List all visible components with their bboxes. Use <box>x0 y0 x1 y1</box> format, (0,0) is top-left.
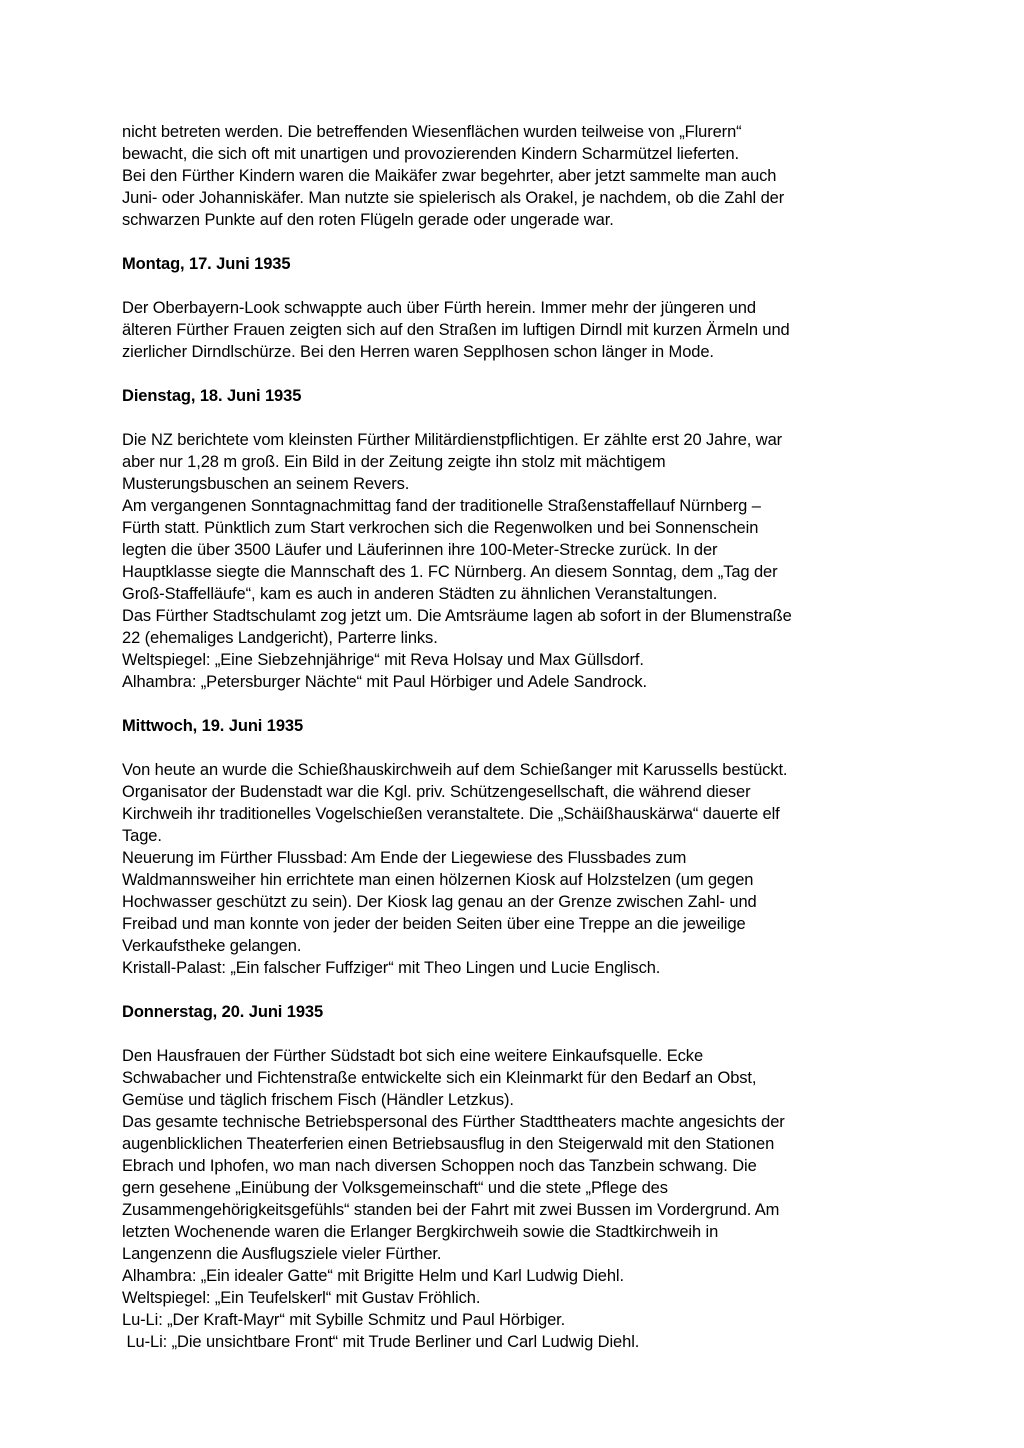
paragraph-block <box>122 297 922 363</box>
text-line: Die NZ berichtete vom kleinsten Fürther Militärdienstpflichtigen. Er zählte erst 20 Jahre, war <box>122 431 783 449</box>
text-line: schwarzen Punkte auf den roten Flügeln gerade oder ungerade war. <box>122 211 614 229</box>
date-heading: Donnerstag, 20. Juni 1935 <box>122 1003 324 1021</box>
text-line: Verkaufstheke gelangen. <box>122 937 302 955</box>
heading-block <box>122 385 922 407</box>
text-line: Alhambra: „Ein idealer Gatte“ mit Brigitte Helm und Karl Ludwig Diehl. <box>122 1267 624 1285</box>
text-line: legten die über 3500 Läufer und Läuferinnen ihre 100-Meter-Strecke zurück. In der <box>122 541 718 559</box>
heading-block <box>122 1001 922 1023</box>
text-line: letzten Wochenende waren die Erlanger Bergkirchweih sowie die Stadtkirchweih in <box>122 1223 719 1241</box>
text-line: Gemüse und täglich frischem Fisch (Händler Letzkus). <box>122 1091 514 1109</box>
text-line: zierlicher Dirndlschürze. Bei den Herren waren Sepplhosen schon länger in Mode. <box>122 343 714 361</box>
text-line: Den Hausfrauen der Fürther Südstadt bot sich eine weitere Einkaufsquelle. Ecke <box>122 1047 704 1065</box>
paragraph-block <box>122 1045 922 1353</box>
text-line: Alhambra: „Petersburger Nächte“ mit Paul Hörbiger und Adele Sandrock. <box>122 673 648 691</box>
text-line: gern gesehene „Einübung der Volksgemeinschaft“ und die stete „Pflege des <box>122 1179 668 1197</box>
text-line: Zusammengehörigkeitsgefühls“ standen bei der Fahrt mit zwei Bussen im Vordergrund. Am <box>122 1201 780 1219</box>
text-line: nicht betreten werden. Die betreffenden Wiesenflächen wurden teilweise von „Flurern“ <box>122 123 742 141</box>
date-heading: Dienstag, 18. Juni 1935 <box>122 387 302 405</box>
text-line: Tage. <box>122 827 162 845</box>
text-line: älteren Fürther Frauen zeigten sich auf den Straßen im luftigen Dirndl mit kurzen Ärmeln und <box>122 321 790 339</box>
text-line: Langenzenn die Ausflugsziele vieler Fürther. <box>122 1245 442 1263</box>
text-line: bewacht, die sich oft mit unartigen und provozierenden Kindern Scharmützel lieferten. <box>122 145 740 163</box>
text-line: Von heute an wurde die Schießhauskirchweih auf dem Schießanger mit Karussells bestückt. <box>122 761 788 779</box>
text-line: Ebrach und Iphofen, wo man nach diversen Schoppen noch das Tanzbein schwang. Die <box>122 1157 757 1175</box>
document-content <box>122 121 922 1353</box>
text-line: Das Fürther Stadtschulamt zog jetzt um. Die Amtsräume lagen ab sofort in der Blumenstraße <box>122 607 792 625</box>
text-line: Kirchweih ihr traditionelles Vogelschießen veranstaltete. Die „Schäißhauskärwa“ dauerte elf <box>122 805 780 823</box>
text-line: Der Oberbayern-Look schwappte auch über Fürth herein. Immer mehr der jüngeren und <box>122 299 756 317</box>
text-line: Groß-Staffelläufe“, kam es auch in anderen Städten zu ähnlichen Veranstaltungen. <box>122 585 718 603</box>
text-line: Hauptklasse siegte die Mannschaft des 1. FC Nürnberg. An diesem Sonntag, dem „Tag der <box>122 563 778 581</box>
date-heading: Mittwoch, 19. Juni 1935 <box>122 717 304 735</box>
text-line: Juni- oder Johanniskäfer. Man nutzte sie spielerisch als Orakel, je nachdem, ob die Zahl der <box>122 189 785 207</box>
text-line: Fürth statt. Pünktlich zum Start verkrochen sich die Regenwolken und bei Sonnenschein <box>122 519 759 537</box>
text-line: Weltspiegel: „Ein Teufelskerl“ mit Gustav Fröhlich. <box>122 1289 481 1307</box>
text-line: augenblicklichen Theaterferien einen Betriebsausflug in den Steigerwald mit den Stationen <box>122 1135 775 1153</box>
text-line: Neuerung im Fürther Flussbad: Am Ende der Liegewiese des Flussbades zum <box>122 849 687 867</box>
paragraph-block <box>122 429 922 693</box>
text-line: Weltspiegel: „Eine Siebzehnjährige“ mit Reva Holsay und Max Güllsdorf. <box>122 651 644 669</box>
text-line: Lu-Li: „Die unsichtbare Front“ mit Trude Berliner und Carl Ludwig Diehl. <box>122 1333 640 1351</box>
heading-block <box>122 253 922 275</box>
text-line: Bei den Fürther Kindern waren die Maikäfer zwar begehrter, aber jetzt sammelte man auch <box>122 167 777 185</box>
date-heading: Montag, 17. Juni 1935 <box>122 255 291 273</box>
paragraph-block <box>122 759 922 979</box>
text-line: 22 (ehemaliges Landgericht), Parterre links. <box>122 629 438 647</box>
heading-block <box>122 715 922 737</box>
text-line: Organisator der Budenstadt war die Kgl. priv. Schützengesellschaft, die während dieser <box>122 783 751 801</box>
text-line: Hochwasser geschützt zu sein). Der Kiosk lag genau an der Grenze zwischen Zahl- und <box>122 893 757 911</box>
text-line: aber nur 1,28 m groß. Ein Bild in der Zeitung zeigte ihn stolz mit mächtigem <box>122 453 666 471</box>
text-line: Kristall-Palast: „Ein falscher Fuffziger“ mit Theo Lingen und Lucie Englisch. <box>122 959 661 977</box>
text-line: Das gesamte technische Betriebspersonal des Fürther Stadttheaters machte angesichts der <box>122 1113 785 1131</box>
text-line: Lu-Li: „Der Kraft-Mayr“ mit Sybille Schmitz und Paul Hörbiger. <box>122 1311 566 1329</box>
text-line: Am vergangenen Sonntagnachmittag fand der traditionelle Straßenstaffellauf Nürnberg – <box>122 497 761 515</box>
text-line: Musterungsbuschen an seinem Revers. <box>122 475 410 493</box>
text-line: Waldmannsweiher hin errichtete man einen hölzernen Kiosk auf Holzstelzen (um gegen <box>122 871 754 889</box>
paragraph-block <box>122 121 922 231</box>
text-line: Schwabacher und Fichtenstraße entwickelte sich ein Kleinmarkt für den Bedarf an Obst, <box>122 1069 757 1087</box>
text-line: Freibad und man konnte von jeder der beiden Seiten über eine Treppe an die jeweilige <box>122 915 746 933</box>
